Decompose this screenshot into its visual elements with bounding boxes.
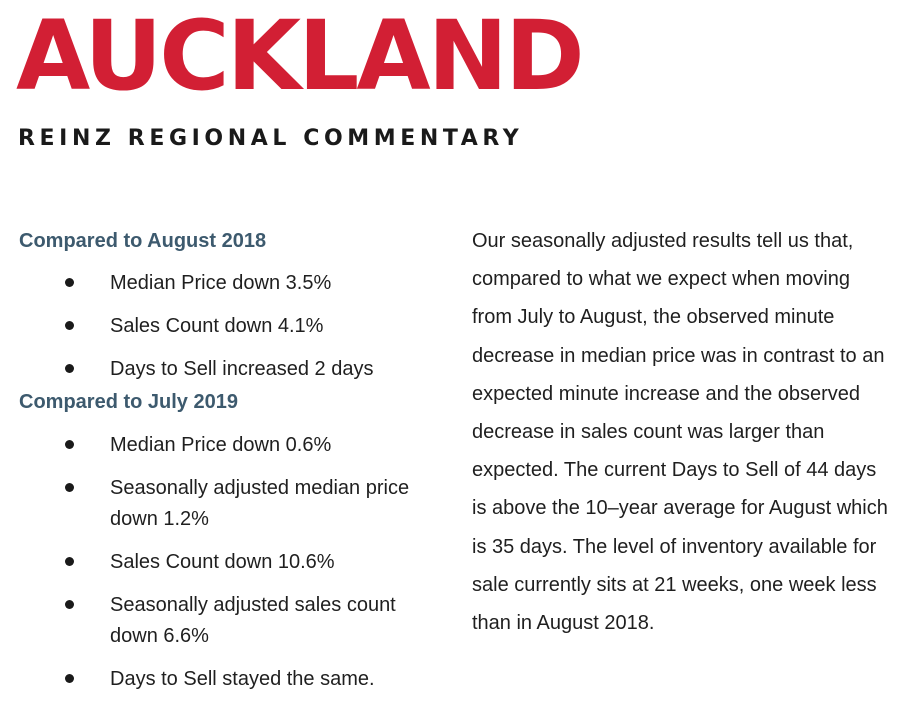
bullet-icon	[65, 440, 74, 449]
list-item-text: Median Price down 3.5%	[110, 272, 332, 294]
comparison-column	[19, 226, 449, 697]
list-item	[19, 547, 449, 578]
bullet-icon	[65, 364, 74, 373]
bullet-icon	[65, 278, 74, 287]
list-item	[19, 268, 449, 299]
bullet-list-july-2019	[19, 430, 449, 695]
bullet-icon	[65, 483, 74, 492]
section-heading-august-2018: Compared to August 2018	[19, 230, 267, 252]
page-title: AUCKLAND	[16, 0, 582, 112]
bullet-icon	[65, 557, 74, 566]
list-item-text: Seasonally adjusted median price down 1.2%	[110, 477, 410, 530]
list-item	[19, 590, 449, 652]
list-item	[19, 354, 449, 385]
list-item-text: Days to Sell stayed the same.	[110, 668, 375, 690]
list-item-text: Sales Count down 10.6%	[110, 551, 335, 573]
list-item	[19, 430, 449, 461]
list-item-text: Sales Count down 4.1%	[110, 315, 324, 337]
bullet-icon	[65, 674, 74, 683]
list-item-text: Median Price down 0.6%	[110, 434, 332, 456]
list-item	[19, 473, 449, 535]
bullet-icon	[65, 321, 74, 330]
section-heading-july-2019: Compared to July 2019	[19, 391, 238, 413]
bullet-icon	[65, 600, 74, 609]
commentary-paragraph: Our seasonally adjusted results tell us that, compared to what we expect when moving from July to August, the observed minute decrease in median price was in contrast to an expected minute increase and the observed decrease in sales count was larger than expected. The current Days to Sell of 44 days is above the 10–year average for August which is 35 days. The level of inventory available for sale currently sits at 21 weeks, one week less than in August 2018.	[472, 230, 888, 635]
list-item	[19, 664, 449, 695]
bullet-list-august-2018	[19, 268, 449, 385]
list-item-text: Seasonally adjusted sales count down 6.6%	[110, 594, 396, 647]
list-item	[19, 311, 449, 342]
list-item-text: Days to Sell increased 2 days	[110, 358, 374, 380]
page-subtitle: REINZ REGIONAL COMMENTARY	[18, 126, 524, 151]
